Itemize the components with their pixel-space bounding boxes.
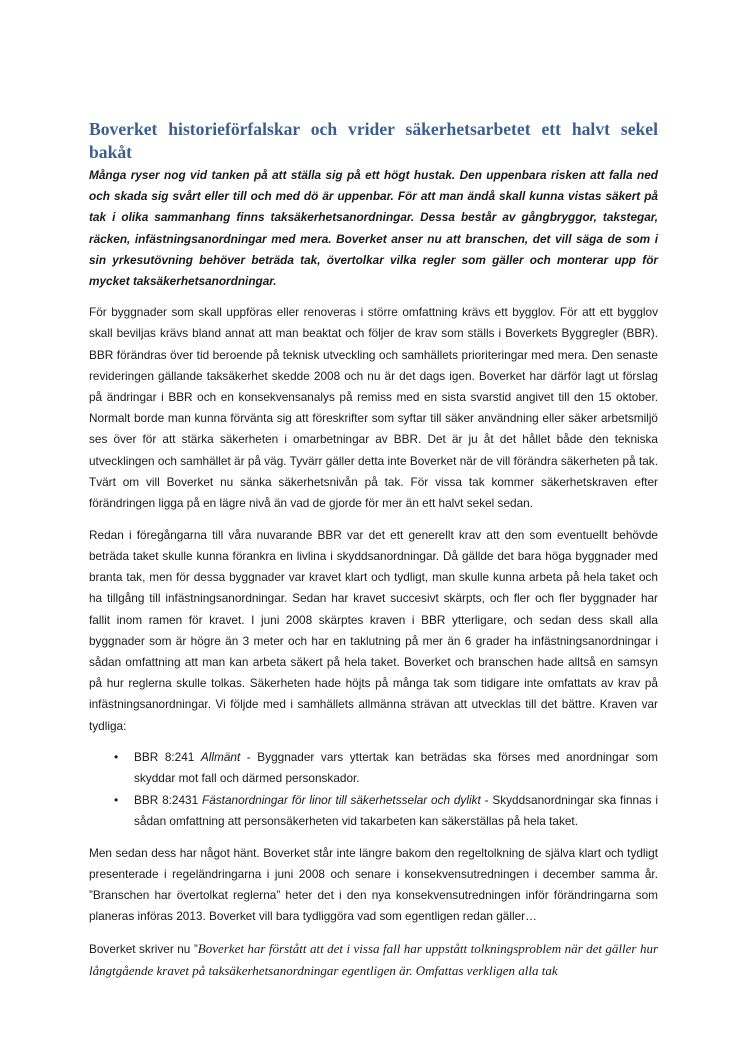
bullet-icon: •: [114, 792, 119, 807]
list-item: [89, 790, 658, 832]
lead-paragraph: Många ryser nog vid tanken på att ställa sig på ett högt hustak. Den uppenbara risken att falla ned och skada sig svårt eller till och med dö är uppenbar. För att man ändå skall kunna vistas säkert på tak i olika sammanhang finns taksäkerhetsanordningar. Dessa består av gångbryggor, takstegar, räcken, infästningsanordningar med mera. Boverket anser nu att branschen, det vill säga de som i sin yrkesutövning behöver beträda tak, övertolkar vilka regler som gäller och monterar upp för mycket taksäkerhetsanordningar.: [89, 168, 658, 289]
rule-term: Fästanordningar för linor till säkerhetsselar och dylikt: [202, 792, 481, 807]
quote-text: Boverket har förstått att det i vissa fall har uppstått tolkningsproblem när det gäller hur långtgående kravet på taksäkerhetsanordningar egentligen är. Omfattas verkligen alla tak: [89, 940, 658, 979]
body-paragraph-4: [89, 938, 658, 982]
list-item: [89, 747, 658, 789]
body-paragraph-2: Redan i föregångarna till våra nuvarande BBR var det ett generellt krav att den som eventuellt behövde beträda taket skulle kunna förankra en livlina i skyddsanordningar. Då gällde det bara höga byggnader med branta tak, men för dessa byggnader var kravet klart och tydligt, man skulle kunna arbeta på hela taket och ha tillgång till infästningsanordningar. Sedan har kravet succesivt skärpts, och fler och fler byggnader har fallit inom ramen för kravet. I juni 2008 skärptes kraven i BBR ytterligare, och sedan dess skall alla byggnader som är högre än 3 meter och har en taklutning på mer än 6 grader ha infästningsanordningar i sådan omfattning att man kan arbeta säkert på hela taket. Boverket och branschen hade alltså en samsyn på hur reglerna skulle tolkas. Säkerheten hade höjts på många tak som tidigare inte omfattats av krav på infästningsanordningar. Vi följde med i samhällets allmänna strävan att utvecklas till det bättre. Kraven var tydliga:: [89, 527, 658, 733]
rule-code: BBR 8:241: [134, 750, 201, 765]
article-title: Boverket historieförfalskar och vrider säkerhetsarbetet ett halvt sekel bakåt: [89, 119, 658, 162]
bullet-icon: •: [114, 750, 119, 765]
requirements-list: [89, 747, 658, 832]
rule-code: BBR 8:2431: [134, 792, 203, 807]
rule-term: Allmänt: [200, 750, 241, 765]
quote-intro: Boverket skriver nu ”: [89, 941, 198, 956]
body-paragraph-3: Men sedan dess har något hänt. Boverket står inte längre bakom den regeltolkning de själva klart och tydligt presenterade i regeländringarna i juni 2008 och senare i konsekvensutredningen i december samma år. ”Branschen har övertolkat reglerna” heter det i den nya konsekvensutredningen inför förändringarna som planeras införas 2013. Boverket vill bara tydliggöra vad som egentligen redan gäller…: [89, 845, 658, 924]
rule-text: - Byggnader vars yttertak kan beträdas ska förses med anordningar som skyddar mot fall och därmed personskador.: [134, 750, 658, 786]
rule-text: - Skyddsanordningar ska finnas i sådan omfattning att personsäkerheten vid takarbeten kan säkerställas på hela taket.: [134, 792, 658, 828]
body-paragraph-1: För byggnader som skall uppföras eller renoveras i större omfattning krävs ett bygglov. För att ett bygglov skall beviljas krävs bland annat att man beaktat och följer de krav som ställs i Boverkets Byggregler (BBR). BBR förändras över tid beroende på teknisk utveckling och samhällets prioriteringar med mera. Den senaste revideringen gällande taksäkerhet skedde 2008 och nu är det dags igen. Boverket har därför lagt ut förslag på ändringar i BBR och en konsekvensanalys på remiss med en sista svarstid angivet till den 15 oktober. Normalt borde man kunna förvänta sig att föreskrifter som syftar till säker användning eller säker arbetsmiljö ses över för att stärka säkerheten i omarbetningar av BBR. Det är ju åt det hållet både den tekniska utvecklingen och samhället är på väg. Tyvärr gäller detta inte Boverket när de vill förändra säkerheten på tak. Tvärt om vill Boverket nu sänka säkerhetsnivån på tak. För vissa tak kommer säkerhetskraven efter förändringen ligga på en lägre nivå än vad de gjorde för mer än ett halvt sekel sedan.: [89, 305, 658, 511]
